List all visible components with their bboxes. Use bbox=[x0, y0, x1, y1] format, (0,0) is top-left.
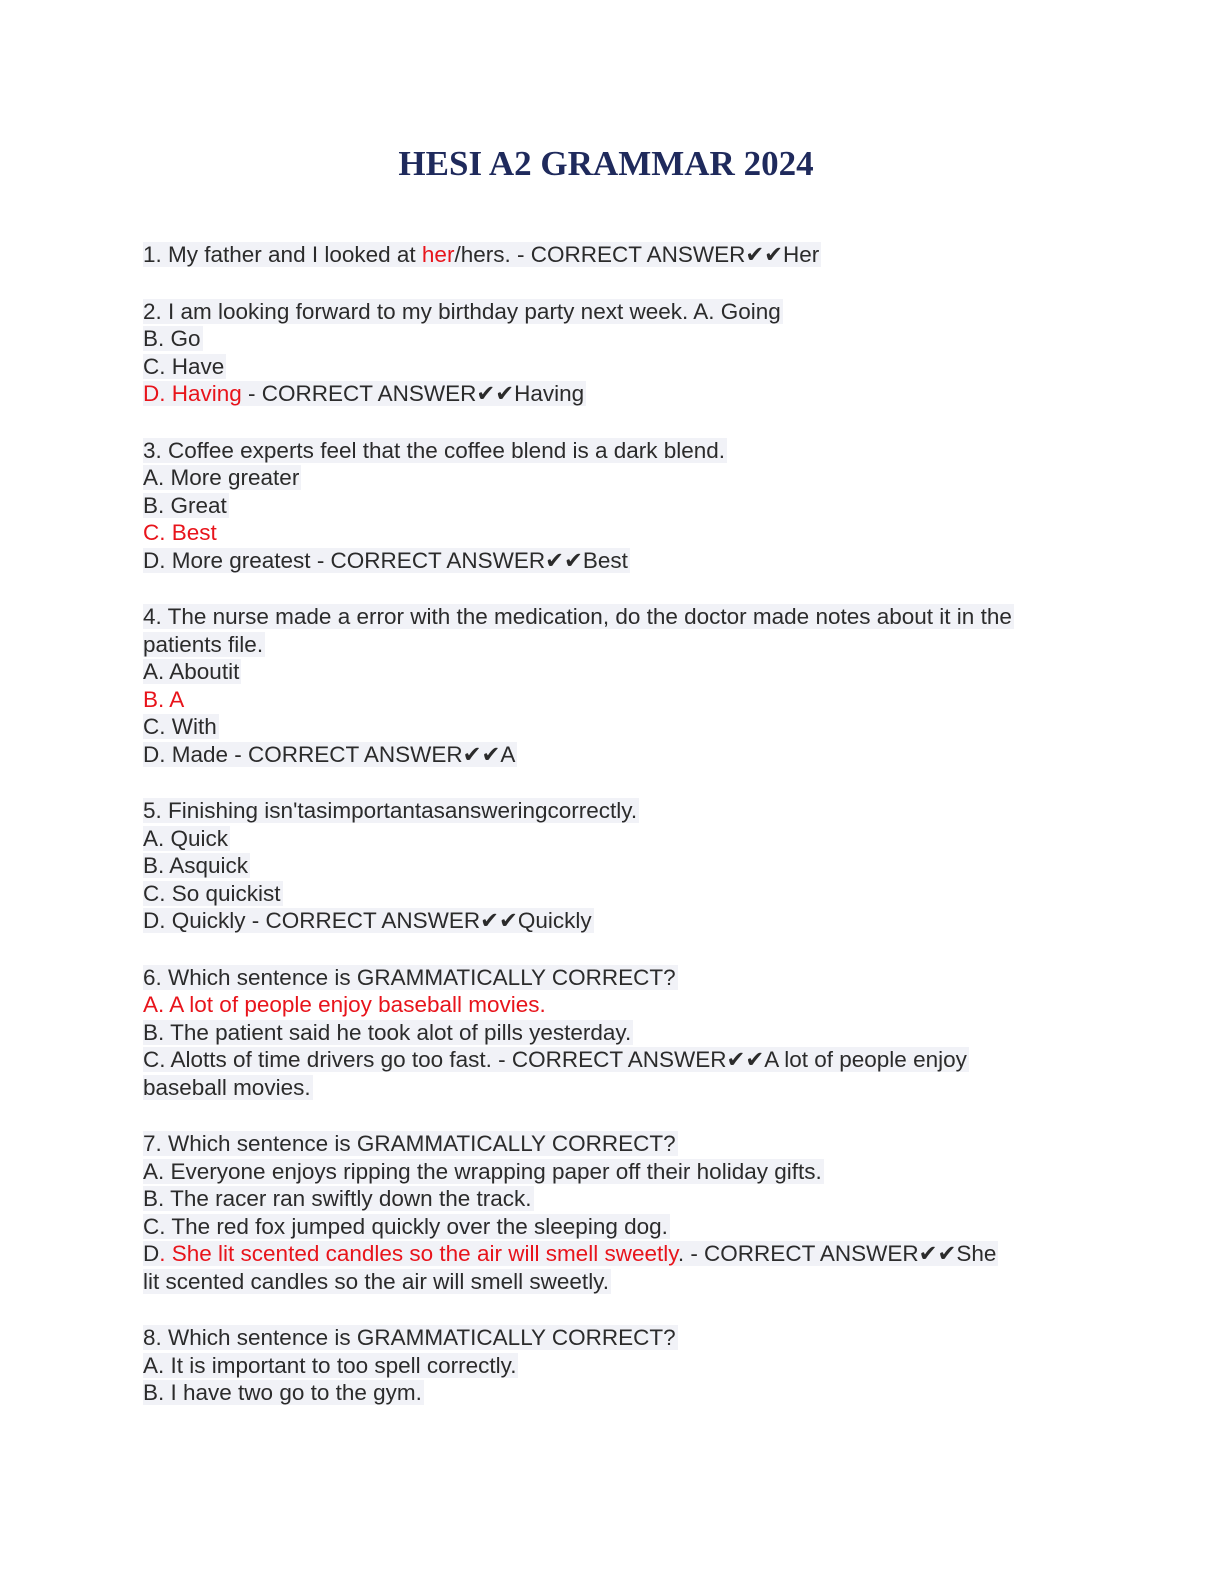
answer-text: /hers. - CORRECT ANSWER✔✔Her bbox=[454, 242, 820, 267]
line-text: D. Quickly - CORRECT ANSWER✔✔Quickly bbox=[143, 908, 592, 933]
line-text: B. I have two go to the gym. bbox=[143, 1380, 422, 1405]
line-text: B. The patient said he took alot of pills yesterday. bbox=[143, 1019, 632, 1045]
question-line bbox=[143, 241, 1083, 269]
answer-option bbox=[143, 464, 1083, 492]
answer-option bbox=[143, 991, 1083, 1019]
line-text: B. Great bbox=[143, 492, 227, 518]
line-text: 3. Coffee experts feel that the coffee blend is a dark blend. bbox=[143, 437, 726, 463]
line-text: D. Made - CORRECT ANSWER✔✔A bbox=[143, 741, 516, 767]
question-stem bbox=[143, 298, 1083, 326]
question-stem bbox=[143, 631, 1083, 659]
answer-option bbox=[143, 1185, 1083, 1213]
line-text: lit scented candles so the air will smell sweetly. bbox=[143, 1268, 610, 1294]
line-text: A. Quick bbox=[143, 825, 229, 851]
question-list bbox=[143, 241, 1083, 1436]
answer-option bbox=[143, 519, 1083, 547]
line-text: 7. Which sentence is GRAMMATICALLY CORRECT? bbox=[143, 1131, 676, 1156]
line-text: baseball movies. bbox=[143, 1074, 311, 1100]
answer-option bbox=[143, 1213, 1083, 1241]
page-title: HESI A2 GRAMMAR 2024 bbox=[398, 144, 814, 183]
line-text: B. Asquick bbox=[143, 853, 249, 878]
answer-text: . - CORRECT ANSWER✔✔She bbox=[677, 1241, 997, 1266]
answer-option bbox=[143, 1158, 1083, 1186]
question-2 bbox=[143, 298, 1083, 408]
line-text: C. The red fox jumped quickly over the sleeping dog. bbox=[143, 1213, 668, 1239]
answer-option bbox=[143, 907, 1083, 935]
answer-option bbox=[143, 353, 1083, 381]
answer-option bbox=[143, 825, 1083, 853]
correct-choice-text: A. A lot of people enjoy baseball movies. bbox=[143, 992, 546, 1017]
answer-option bbox=[143, 686, 1083, 714]
correct-choice-text: . She lit scented candles so the air will smell sweetly bbox=[159, 1241, 678, 1266]
line-text: 1. My father and I looked at bbox=[143, 242, 422, 267]
answer-option bbox=[143, 547, 1083, 575]
answer-option bbox=[143, 713, 1083, 741]
line-text: C. With bbox=[143, 714, 217, 739]
line-text: A. More greater bbox=[143, 465, 300, 490]
correct-choice-text: D. Having bbox=[143, 381, 242, 406]
line-text: A. Everyone enjoys ripping the wrapping paper off their holiday gifts. bbox=[143, 1158, 822, 1184]
answer-option bbox=[143, 880, 1083, 908]
question-4 bbox=[143, 603, 1083, 768]
line-highlight bbox=[143, 1241, 998, 1266]
question-stem bbox=[143, 1324, 1083, 1352]
answer-option bbox=[143, 658, 1083, 686]
answer-option bbox=[143, 1074, 1083, 1102]
question-1 bbox=[143, 241, 1083, 269]
correct-choice-text: B. A bbox=[143, 686, 185, 712]
answer-option bbox=[143, 1379, 1083, 1407]
answer-option bbox=[143, 741, 1083, 769]
answer-text: - CORRECT ANSWER✔✔Having bbox=[241, 381, 585, 406]
line-text: 5. Finishing isn'tasimportantasansweringcorrectly. bbox=[143, 798, 638, 823]
line-text: 4. The nurse made a error with the medication, do the doctor made notes about it in the bbox=[143, 604, 1012, 629]
question-stem bbox=[143, 437, 1083, 465]
line-text: 8. Which sentence is GRAMMATICALLY CORRECT? bbox=[143, 1325, 676, 1350]
answer-option bbox=[143, 852, 1083, 880]
question-stem bbox=[143, 603, 1083, 631]
answer-option bbox=[143, 492, 1083, 520]
answer-option bbox=[143, 1240, 1083, 1268]
line-text: C. So quickist bbox=[143, 880, 281, 906]
question-6 bbox=[143, 964, 1083, 1102]
line-highlight bbox=[143, 242, 821, 267]
line-text: patients file. bbox=[143, 631, 264, 657]
line-text: C. Have bbox=[143, 353, 225, 379]
line-highlight bbox=[143, 381, 586, 406]
question-5 bbox=[143, 797, 1083, 935]
line-text: A. Aboutit bbox=[143, 659, 240, 684]
line-text: D. More greatest - CORRECT ANSWER✔✔Best bbox=[143, 547, 628, 573]
question-8 bbox=[143, 1324, 1083, 1407]
question-stem bbox=[143, 1130, 1083, 1158]
answer-option bbox=[143, 325, 1083, 353]
question-7 bbox=[143, 1130, 1083, 1295]
answer-option bbox=[143, 1352, 1083, 1380]
answer-option bbox=[143, 1019, 1083, 1047]
correct-choice-text: her bbox=[421, 242, 455, 267]
answer-option bbox=[143, 1046, 1083, 1074]
line-text: B. Go bbox=[143, 326, 201, 351]
answer-option bbox=[143, 1268, 1083, 1296]
correct-choice-text: C. Best bbox=[143, 520, 217, 545]
question-3 bbox=[143, 437, 1083, 575]
line-text: 6. Which sentence is GRAMMATICALLY CORRECT? bbox=[143, 964, 676, 990]
answer-option bbox=[143, 380, 1083, 408]
question-stem bbox=[143, 964, 1083, 992]
line-text: D bbox=[143, 1241, 160, 1266]
line-text: 2. I am looking forward to my birthday party next week. A. Going bbox=[143, 298, 781, 324]
question-stem bbox=[143, 797, 1083, 825]
line-text: A. It is important to too spell correctly. bbox=[143, 1352, 517, 1378]
line-text: C. Alotts of time drivers go too fast. - CORRECT ANSWER✔✔A lot of people enjoy bbox=[143, 1047, 967, 1072]
line-text: B. The racer ran swiftly down the track. bbox=[143, 1186, 532, 1211]
